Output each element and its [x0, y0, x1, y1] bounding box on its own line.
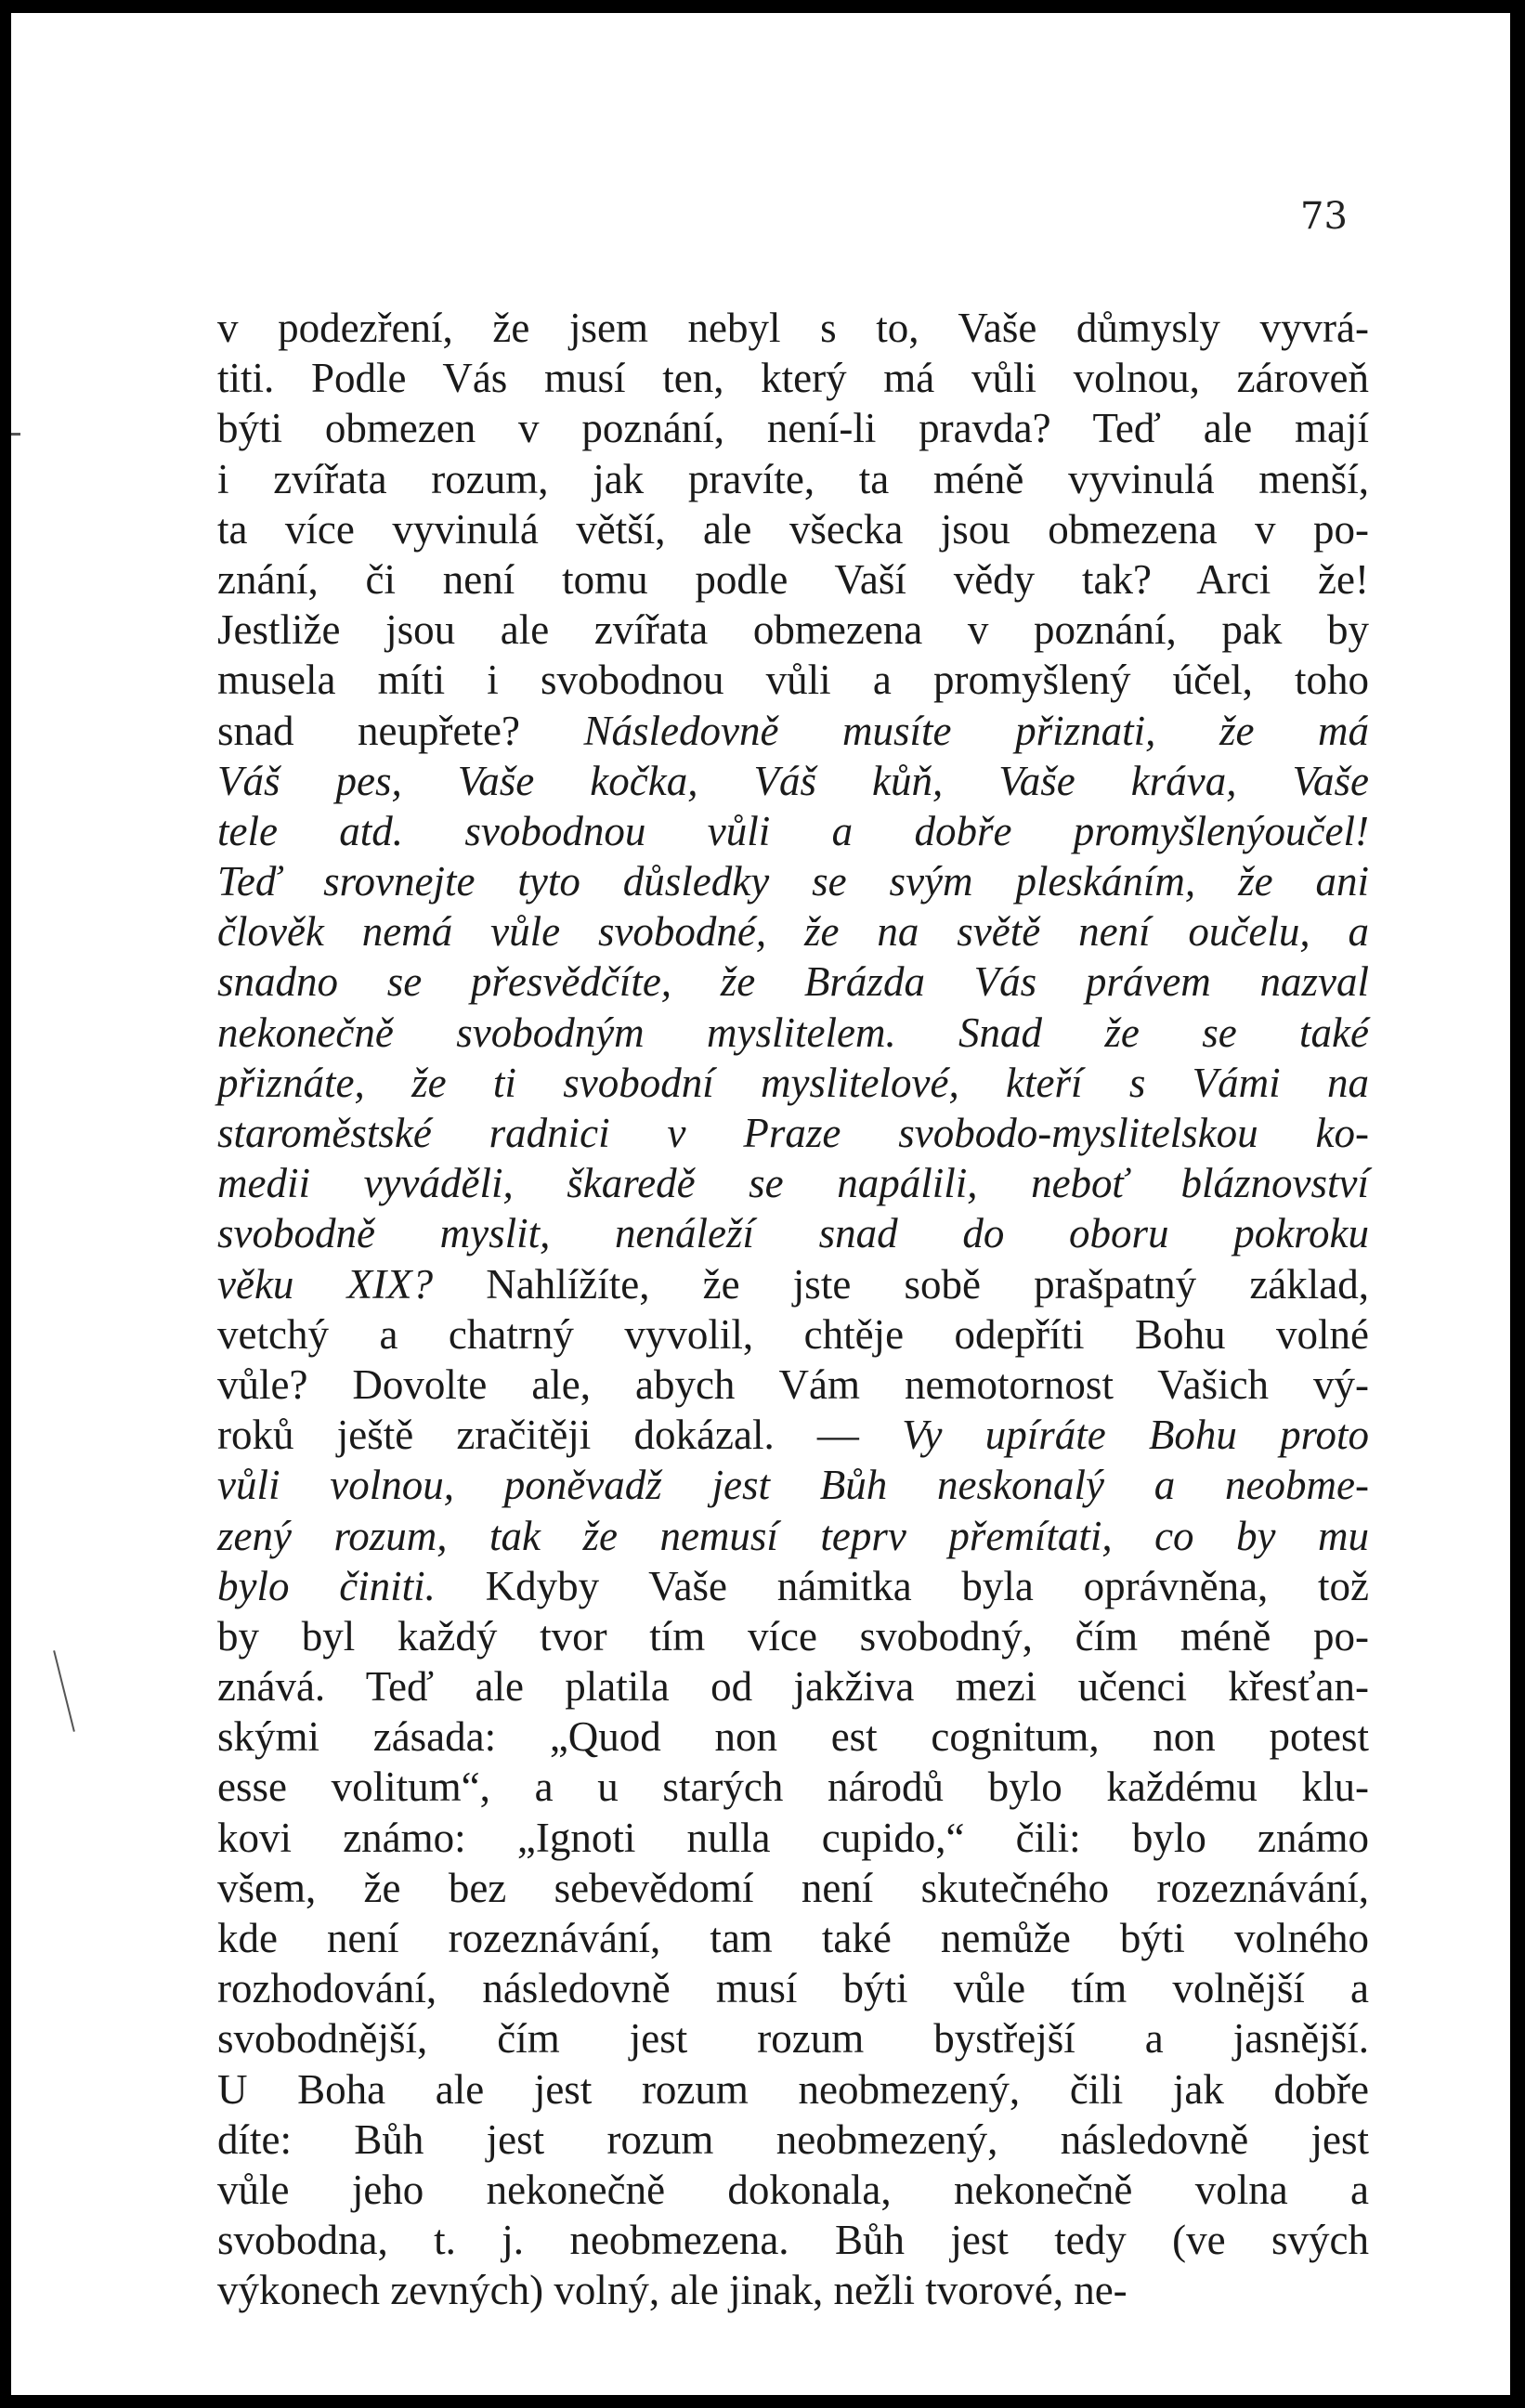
text-line — [217, 1410, 1369, 1460]
body-text: ta více vyvinulá větší, ale všecka jsou obmezena v po- — [217, 505, 1369, 553]
text-line — [217, 303, 1369, 353]
italic-text: zený rozum, tak že nemusí teprv přemítati, co by mu — [217, 1512, 1369, 1559]
body-text: by byl každý tvor tím více svobodný, čím méně po- — [217, 1612, 1369, 1660]
text-line — [217, 605, 1369, 655]
italic-text: člověk nemá vůle svobodné, že na světě není oučelu, a — [217, 908, 1369, 956]
body-text: esse volitum“, a u starých národů bylo každému klu- — [217, 1764, 1369, 1811]
text-line — [217, 1108, 1369, 1158]
text-line — [217, 403, 1369, 453]
body-text: svobodnější, čím jest rozum bystřejší a jasnější. — [217, 2015, 1369, 2063]
text-line — [217, 655, 1369, 705]
book-page — [11, 13, 1510, 2395]
italic-text: Vy upíráte Bohu proto — [902, 1412, 1369, 1459]
body-text: v podezření, že jsem nebyl s to, Vaše důmysly vyvrá- — [217, 305, 1369, 351]
italic-text: Váš pes, Vaše kočka, Váš kůň, Vaše kráva, Vaše — [217, 757, 1369, 804]
left-margin-tick — [11, 433, 20, 436]
body-text: kde není rozeznávání, tam také nemůže býti volného — [217, 1915, 1369, 1961]
body-text: Nahlížíte, že jste sobě prašpatný základ, — [486, 1260, 1369, 1308]
text-line — [217, 1963, 1369, 2013]
text-line — [217, 1611, 1369, 1661]
text-line — [217, 1058, 1369, 1108]
body-text: výkonech zevných) volný, ale jinak, nežli tvorové, ne- — [217, 2267, 1127, 2314]
text-line — [217, 706, 1369, 756]
text-line — [217, 353, 1369, 403]
body-text: svobodna, t. j. neobmezena. Bůh jest tedy (ve svých — [217, 2217, 1369, 2264]
italic-text: snadno se přesvědčíte, že Brázda Vás právem nazval — [217, 958, 1369, 1006]
body-text: Jestliže jsou ale zvířata obmezena v poznání, pak by — [217, 606, 1369, 654]
body-text: kovi známo: „Ignoti nulla cupido,“ čili: bylo známo — [217, 1814, 1369, 1861]
body-text: vůle? Dovolte ale, abych Vám nemotornost Vašich vý- — [217, 1360, 1369, 1408]
body-text: vůle jeho nekonečně dokonala, nekonečně volna a — [217, 2166, 1369, 2213]
text-line — [217, 454, 1369, 504]
page-number: 73 — [1300, 195, 1348, 238]
italic-text: věku XIX? — [217, 1260, 487, 1308]
body-text: vetchý a chatrný vyvolil, chtěje odepříti Bohu volné — [217, 1310, 1369, 1358]
text-line — [217, 856, 1369, 906]
italic-text: bylo činiti. — [217, 1562, 486, 1609]
italic-text: Teď srovnejte tyto důsledky se svým pleskáním, že ani — [217, 858, 1369, 905]
text-line — [217, 504, 1369, 554]
italic-text: přiznáte, že ti svobodní myslitelové, kteří s Vámi na — [217, 1059, 1369, 1106]
text-line — [217, 1158, 1369, 1208]
body-text: znává. Teď ale platila od jakživa mezi učenci křesťan- — [217, 1663, 1369, 1711]
text-line — [217, 1511, 1369, 1561]
text-line — [217, 1712, 1369, 1762]
text-line — [217, 1259, 1369, 1309]
body-text: musela míti i svobodnou vůli a promyšlený účel, toho — [217, 657, 1369, 704]
italic-text: Následovně musíte přiznati, že má — [583, 707, 1369, 754]
text-line — [217, 906, 1369, 957]
italic-text: svobodně myslit, nenáleží snad do oboru pokroku — [217, 1210, 1369, 1257]
text-line — [217, 554, 1369, 605]
text-line — [217, 1661, 1369, 1712]
italic-text: vůli volnou, poněvadž jest Bůh neskonalý a neobme- — [217, 1462, 1369, 1509]
text-line — [217, 756, 1369, 806]
body-text: býti obmezen v poznání, není-li pravda? Teď ale mají — [217, 405, 1369, 452]
text-line — [217, 1913, 1369, 1963]
text-line — [217, 2165, 1369, 2215]
body-text: U Boha ale jest rozum neobmezený, čili jak dobře — [217, 2065, 1369, 2113]
body-text: skými zásada: „Quod non est cognitum, non potest — [217, 1713, 1369, 1761]
text-line — [217, 1863, 1369, 1913]
text-line — [217, 2115, 1369, 2165]
italic-text: staroměstské radnici v Praze svobodo-myslitelskou ko- — [217, 1110, 1369, 1156]
italic-text: nekonečně svobodným myslitelem. Snad že se také — [217, 1009, 1369, 1056]
text-line — [217, 1762, 1369, 1812]
text-line — [217, 2013, 1369, 2063]
text-line — [217, 2064, 1369, 2115]
text-line — [217, 2215, 1369, 2265]
body-text: i zvířata rozum, jak pravíte, ta méně vyvinulá menší, — [217, 455, 1369, 502]
body-text: Kdyby Vaše námitka byla oprávněna, tož — [485, 1562, 1369, 1609]
text-line — [217, 1561, 1369, 1611]
text-line — [217, 806, 1369, 856]
body-text: titi. Podle Vás musí ten, který má vůli volnou, zároveň — [217, 355, 1369, 402]
body-text: znání, či není tomu podle Vaší vědy tak? Arci že! — [217, 555, 1369, 603]
left-margin-scratch — [53, 1650, 75, 1732]
text-line — [217, 1360, 1369, 1410]
text-line — [217, 1208, 1369, 1258]
text-line — [217, 1460, 1369, 1510]
body-text: snad neupřete? — [217, 707, 584, 754]
text-line — [217, 957, 1369, 1007]
text-line — [217, 1008, 1369, 1058]
text-line — [217, 1813, 1369, 1863]
italic-text: medii vyváděli, škaredě se napálili, neboť bláznovství — [217, 1160, 1369, 1207]
body-text: všem, že bez sebevědomí není skutečného rozeznávání, — [217, 1864, 1369, 1911]
body-text: rozhodování, následovně musí býti vůle tím volnější a — [217, 1965, 1369, 2012]
italic-text: tele atd. svobodnou vůli a dobře promyšlenýoučel! — [217, 807, 1369, 854]
body-text: roků ještě zračitěji dokázal. — — [217, 1412, 903, 1459]
text-line — [217, 1309, 1369, 1360]
body-text: díte: Bůh jest rozum neobmezený, následovně jest — [217, 2115, 1369, 2163]
text-line — [217, 2265, 1369, 2315]
page-text — [217, 303, 1369, 2316]
